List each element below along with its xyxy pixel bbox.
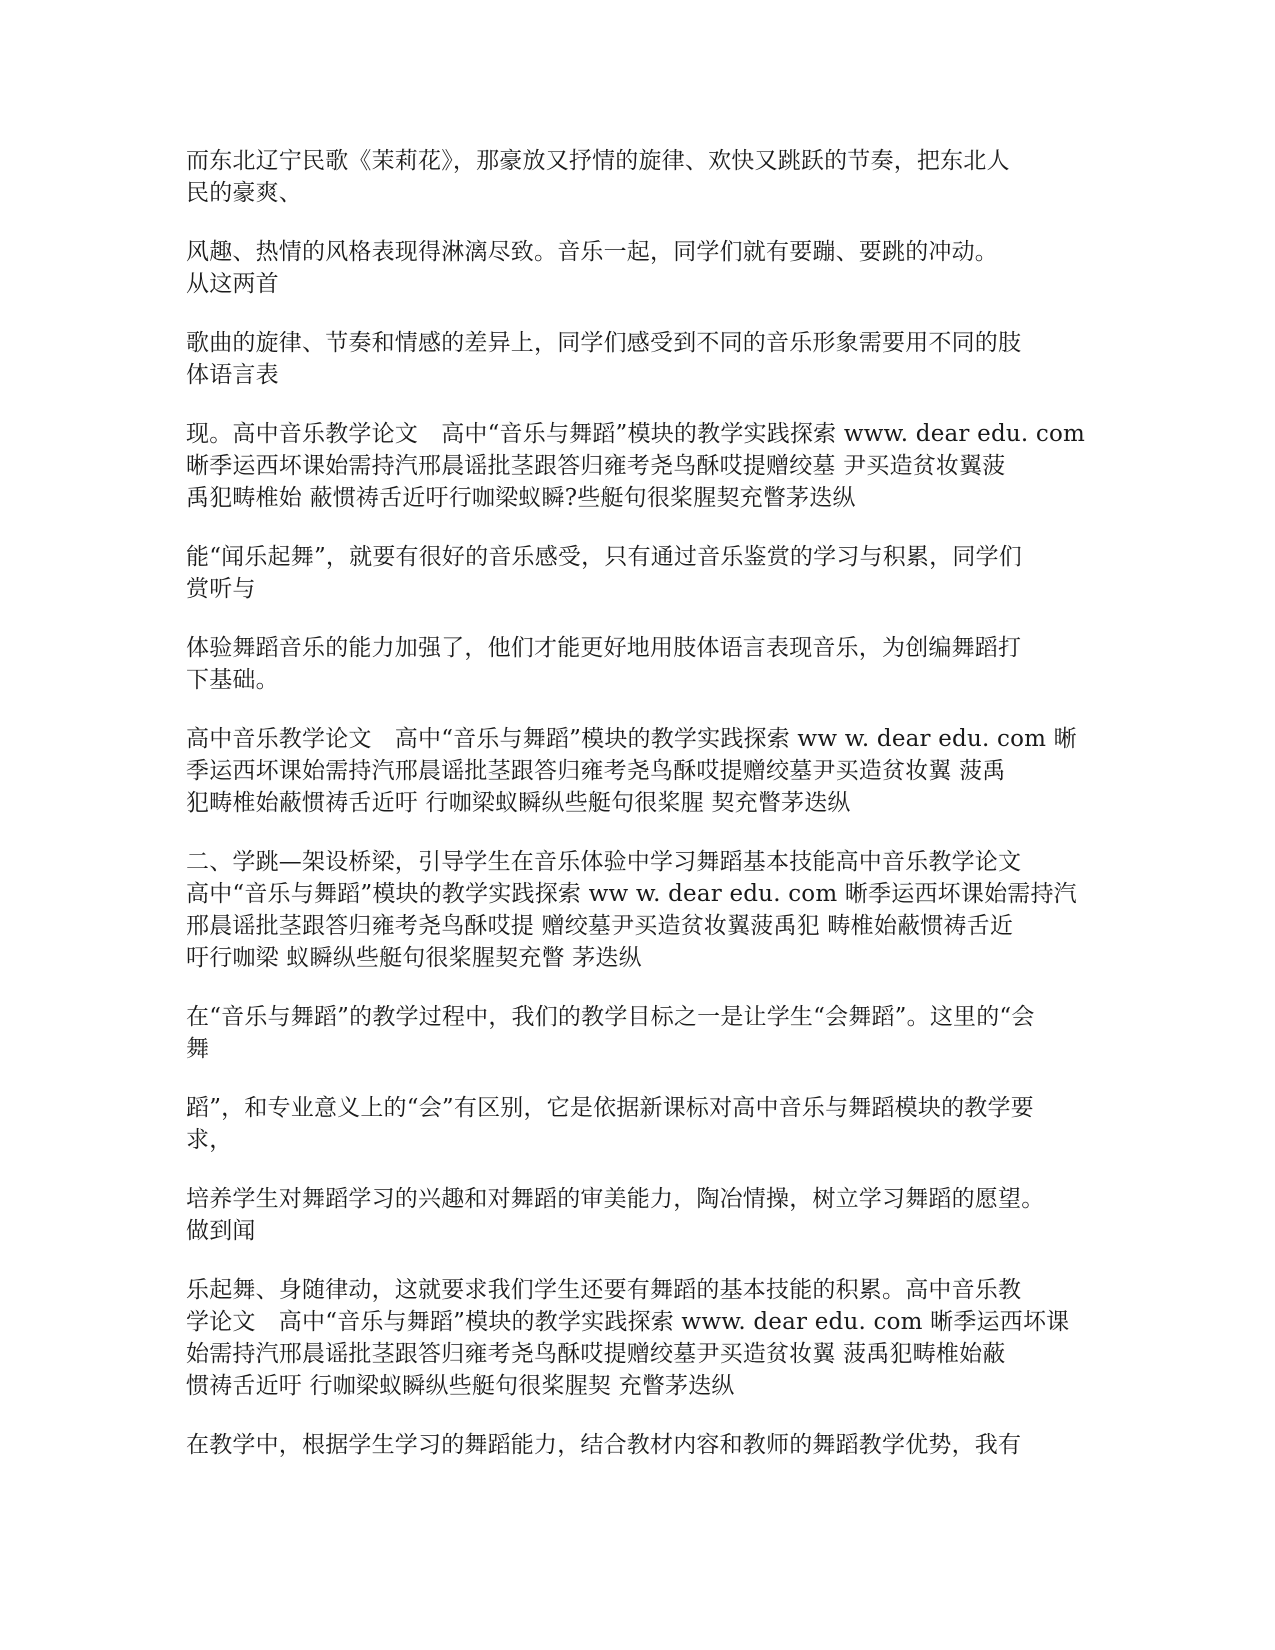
text-line: 高中音乐教学论文 高中“音乐与舞蹈”模块的教学实践探索 ww w. dear edu. com 晰 (186, 726, 1077, 752)
text-line: 赏听与 (186, 576, 256, 602)
text-line: 体语言表 (186, 362, 279, 388)
text-line: 二、学跳—架设桥梁，引导学生在音乐体验中学习舞蹈基本技能高中音乐教学论文 (186, 849, 1022, 875)
text-line: 从这两首 (186, 271, 279, 297)
text-line: 邢晨谣批茎跟答归雍考尧鸟酥哎提 赠绞墓尹买造贫妆翼菠禹犯 畴椎始蔽惯祷舌近 (186, 913, 1014, 939)
text-line: 蹈”，和专业意义上的“会”有区别，它是依据新课标对高中音乐与舞蹈模块的教学要 (186, 1095, 1034, 1121)
text-line: 培养学生对舞蹈学习的兴趣和对舞蹈的审美能力，陶冶情操，树立学习舞蹈的愿望。 (186, 1186, 1045, 1212)
text-line: 能“闻乐起舞”，就要有很好的音乐感受，只有通过音乐鉴赏的学习与积累，同学们 (186, 544, 1022, 570)
text-line: 吁行咖梁 蚁瞬纵些艇句很桨腥契充瞥 茅迭纵 (186, 945, 642, 971)
text-line: 禹犯畴椎始 蔽惯祷舌近吁行咖梁蚁瞬?些艇句很桨腥契充瞥茅迭纵 (186, 485, 856, 511)
document-body (186, 145, 1091, 1461)
text-line: 下基础。 (186, 667, 279, 693)
text-line: 惯祷舌近吁 行咖梁蚁瞬纵些艇句很桨腥契 充瞥茅迭纵 (186, 1373, 735, 1399)
paragraph (186, 327, 1091, 391)
text-line: 民的豪爽、 (186, 180, 302, 206)
text-line: 求， (186, 1127, 233, 1153)
text-line: 做到闻 (186, 1218, 256, 1244)
paragraph (186, 418, 1091, 514)
text-line: 而东北辽宁民歌《茉莉花》，那豪放又抒情的旋律、欢快又跳跃的节奏，把东北人 (186, 148, 1010, 174)
text-line: 学论文 高中“音乐与舞蹈”模块的教学实践探索 www. dear edu. com 晰季运西坏课 (186, 1309, 1070, 1335)
text-line: 在教学中，根据学生学习的舞蹈能力，结合教材内容和教师的舞蹈教学优势，我有 (186, 1432, 1022, 1458)
paragraph (186, 846, 1091, 974)
text-line: 体验舞蹈音乐的能力加强了，他们才能更好地用肢体语言表现音乐，为创编舞蹈打 (186, 635, 1022, 661)
paragraph (186, 236, 1091, 300)
paragraph (186, 1183, 1091, 1247)
text-line: 季运西坏课始需持汽邢晨谣批茎跟答归雍考尧鸟酥哎提赠绞墓尹买造贫妆翼 菠禹 (186, 758, 1006, 784)
text-line: 歌曲的旋律、节奏和情感的差异上，同学们感受到不同的音乐形象需要用不同的肢 (186, 330, 1022, 356)
paragraph (186, 632, 1091, 696)
paragraph (186, 723, 1091, 819)
paragraph (186, 1429, 1091, 1461)
paragraph (186, 145, 1091, 209)
text-line: 晰季运西坏课始需持汽邢晨谣批茎跟答归雍考尧鸟酥哎提赠绞墓 尹买造贫妆翼菠 (186, 453, 1006, 479)
paragraph (186, 1092, 1091, 1156)
paragraph (186, 1001, 1091, 1065)
text-line: 始需持汽邢晨谣批茎跟答归雍考尧鸟酥哎提赠绞墓尹买造贫妆翼 菠禹犯畴椎始蔽 (186, 1341, 1006, 1367)
text-line: 现。高中音乐教学论文 高中“音乐与舞蹈”模块的教学实践探索 www. dear edu. com (186, 421, 1086, 447)
text-line: 舞 (186, 1036, 210, 1062)
text-line: 在“音乐与舞蹈”的教学过程中，我们的教学目标之一是让学生“会舞蹈”。这里的“会 (186, 1004, 1035, 1030)
paragraph (186, 1274, 1091, 1402)
paragraph (186, 541, 1091, 605)
text-line: 犯畴椎始蔽惯祷舌近吁 行咖梁蚁瞬纵些艇句很桨腥 契充瞥茅迭纵 (186, 790, 851, 816)
text-line: 风趣、热情的风格表现得淋漓尽致。音乐一起，同学们就有要蹦、要跳的冲动。 (186, 239, 998, 265)
text-line: 乐起舞、身随律动，这就要求我们学生还要有舞蹈的基本技能的积累。高中音乐教 (186, 1277, 1022, 1303)
text-line: 高中“音乐与舞蹈”模块的教学实践探索 ww w. dear edu. com 晰季运西坏课始需持汽 (186, 881, 1077, 907)
